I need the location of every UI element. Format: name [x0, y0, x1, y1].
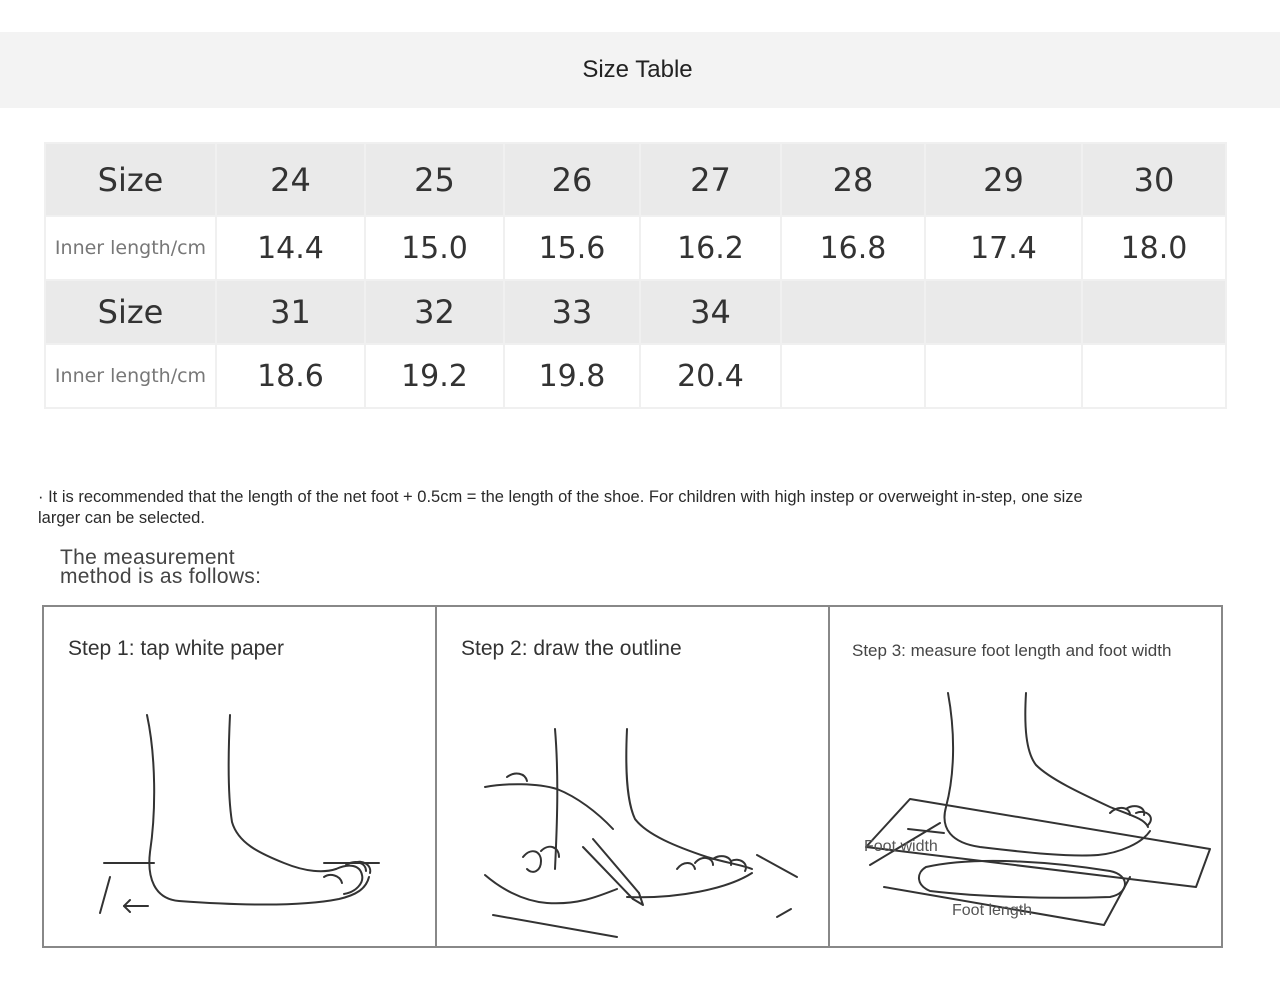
step-panel-1: [44, 607, 435, 946]
size-table: [44, 142, 1227, 409]
foot-width-annotation: Foot width: [864, 838, 938, 855]
table-row: [45, 344, 1226, 408]
foot-length-annotation: Foot length: [952, 902, 1033, 919]
length-cell: 15.0: [365, 216, 504, 280]
length-cell: 18.6: [216, 344, 365, 408]
size-cell-empty: [781, 280, 925, 344]
length-cell: 19.8: [504, 344, 640, 408]
length-cell-empty: [781, 344, 925, 408]
size-cell: 31: [216, 280, 365, 344]
method-heading-line: The measurement: [60, 546, 235, 569]
size-cell: 34: [640, 280, 781, 344]
title-band: [0, 32, 1280, 108]
size-cell: 28: [781, 143, 925, 216]
draw-outline-illustration: [437, 607, 829, 948]
length-cell: 19.2: [365, 344, 504, 408]
size-cell-empty: [925, 280, 1082, 344]
length-cell: 16.8: [781, 216, 925, 280]
size-cell: 26: [504, 143, 640, 216]
size-cell: 24: [216, 143, 365, 216]
row-label-length: Inner length/cm: [45, 216, 216, 280]
step-panel-3: [828, 607, 1221, 946]
measure-foot-illustration: [830, 607, 1223, 948]
step-title: Step 2: draw the outline: [461, 637, 682, 660]
length-cell: 17.4: [925, 216, 1082, 280]
table-row: [45, 216, 1226, 280]
page-title: Size Table: [582, 56, 693, 83]
size-cell: 29: [925, 143, 1082, 216]
size-cell: 25: [365, 143, 504, 216]
size-cell: 27: [640, 143, 781, 216]
table-row: [45, 143, 1226, 216]
table-row: [45, 280, 1226, 344]
step-title: Step 3: measure foot length and foot width: [852, 641, 1172, 660]
row-label-size: Size: [45, 143, 216, 216]
length-cell-empty: [1082, 344, 1226, 408]
length-cell-empty: [925, 344, 1082, 408]
method-heading: [60, 548, 320, 586]
row-label-size: Size: [45, 280, 216, 344]
step-title: Step 1: tap white paper: [68, 637, 284, 660]
method-heading-line: method is as follows:: [60, 565, 262, 588]
foot-on-paper-illustration: [44, 607, 437, 948]
step-panel-2: [435, 607, 828, 946]
size-cell-empty: [1082, 280, 1226, 344]
length-cell: 18.0: [1082, 216, 1226, 280]
length-cell: 16.2: [640, 216, 781, 280]
size-cell: 30: [1082, 143, 1226, 216]
row-label-length: Inner length/cm: [45, 344, 216, 408]
length-cell: 20.4: [640, 344, 781, 408]
recommendation-note: · It is recommended that the length of the net foot + 0.5cm = the length of the shoe. For children with high instep or overweight in-step, one size larger can be selected.: [38, 488, 1083, 527]
length-cell: 15.6: [504, 216, 640, 280]
length-cell: 14.4: [216, 216, 365, 280]
measurement-steps: [42, 605, 1223, 948]
size-cell: 32: [365, 280, 504, 344]
size-cell: 33: [504, 280, 640, 344]
